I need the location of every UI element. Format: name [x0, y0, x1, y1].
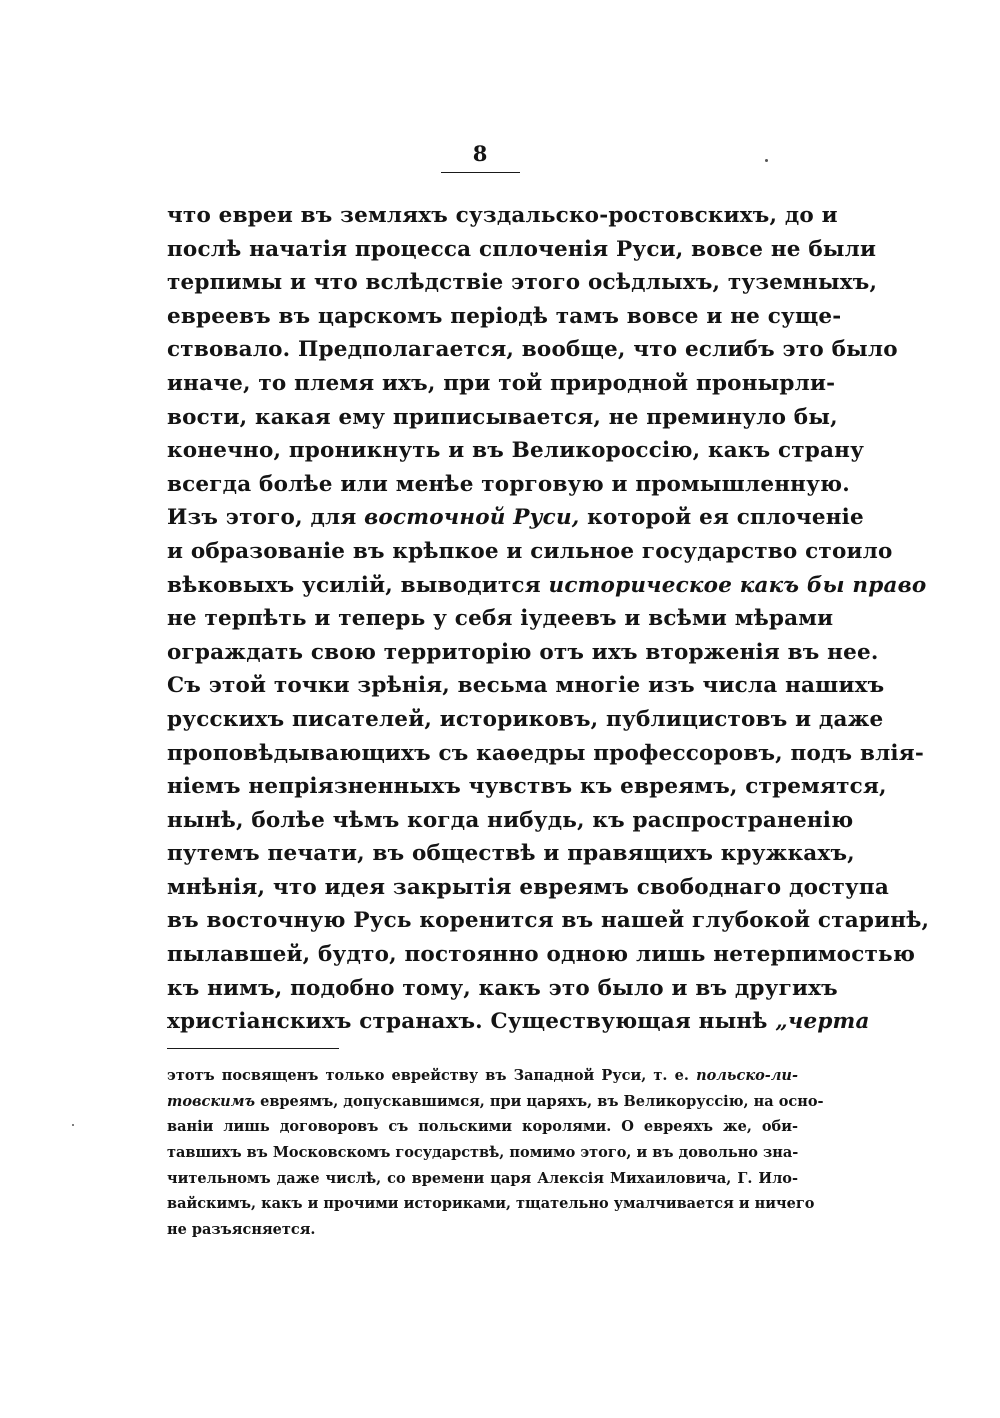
scan-speck	[765, 159, 768, 162]
text-span: терпимы и что вслѣдствіе этого осѣдлыхъ, туземныхъ,	[167, 270, 878, 296]
page-number: 8	[472, 141, 488, 166]
text-span: ваніи лишь договоровъ съ польскими королями. О евреяхъ же, оби-	[167, 1118, 798, 1136]
text-line	[167, 300, 842, 334]
footnote-line	[167, 1089, 824, 1115]
text-line	[167, 401, 838, 435]
text-span: нынѣ, болѣе чѣмъ когда нибудь, къ распространенію	[167, 807, 854, 833]
text-span: этотъ посвященъ только еврейству въ Западной Руси, т. е.	[167, 1067, 697, 1084]
text-span: евреямъ, допускавшимся, при царяхъ, въ Великоруссію, на осно-	[255, 1092, 824, 1110]
text-line	[167, 501, 864, 535]
text-span: ограждать свою территорію отъ ихъ вторженія въ нее.	[167, 639, 879, 665]
text-span: пылавшей, будто, постоянно одною лишь нетерпимостью	[167, 942, 916, 968]
text-line	[167, 636, 879, 670]
footnote	[167, 1063, 824, 1243]
text-span: которой ея сплоченіе	[579, 505, 864, 531]
footnote-line	[167, 1217, 798, 1243]
page-number-rule	[441, 172, 520, 173]
text-span: что евреи въ земляхъ суздальско-ростовскихъ, до и	[167, 203, 838, 228]
footnote-line	[167, 1114, 798, 1140]
text-span: иначе, то племя ихъ, при той природной пронырли-	[167, 370, 836, 396]
text-span: и образованіе въ крѣпкое и сильное государство стоило	[167, 538, 893, 564]
text-span: евреевъ въ царскомъ періодѣ тамъ вовсе и не суще-	[167, 303, 842, 329]
text-span: чительномъ даже числѣ, со времени царя Алексія Михаиловича, Г. Ило-	[167, 1169, 798, 1187]
text-span: вости, какая ему приписывается, не преминуло бы,	[167, 404, 838, 430]
footnote-line	[167, 1063, 798, 1089]
text-line	[167, 233, 877, 267]
text-span: въ восточную Русь коренится въ нашей глубокой старинѣ,	[167, 908, 930, 934]
italic-text: историческое какъ бы право	[548, 572, 927, 598]
text-line	[167, 602, 834, 636]
main-text	[167, 199, 930, 1039]
italic-text: польско-ли-	[696, 1067, 798, 1084]
text-line	[167, 737, 925, 771]
footnote-line	[167, 1166, 798, 1192]
text-span: христіанскихъ странахъ. Существующая нынѣ	[167, 1009, 776, 1035]
text-line	[167, 972, 838, 1006]
text-span: Съ этой точки зрѣнія, весьма многіе изъ числа нашихъ	[167, 673, 885, 699]
text-line	[167, 535, 893, 569]
text-line	[167, 266, 878, 300]
text-span: къ нимъ, подобно тому, какъ это было и въ другихъ	[167, 975, 838, 1001]
italic-text: товскимъ	[167, 1092, 256, 1110]
text-span: ствовало. Предполагается, вообще, что еслибъ это было	[167, 337, 898, 363]
text-line	[167, 770, 887, 804]
text-span: вѣковыхъ усилій, выводится	[167, 572, 549, 598]
text-line	[167, 199, 838, 233]
italic-text: „черта	[775, 1009, 870, 1035]
text-line	[167, 804, 854, 838]
text-span: не терпѣть и теперь у себя іудеевъ и всѣми мѣрами	[167, 606, 834, 632]
text-line	[167, 871, 889, 905]
text-span: всегда болѣе или менѣе торговую и промышленную.	[167, 471, 850, 497]
text-span: проповѣдывающихъ съ каѳедры профессоровъ, подъ влія-	[167, 740, 925, 766]
text-line	[167, 703, 884, 737]
text-line	[167, 367, 836, 401]
text-span: Изъ этого, для	[167, 505, 365, 531]
text-span: ніемъ непріязненныхъ чувствъ къ евреямъ, стремятся,	[167, 774, 887, 800]
text-line	[167, 1005, 870, 1039]
text-span: послѣ начатія процесса сплоченія Руси, вовсе не были	[167, 236, 877, 262]
text-line	[167, 904, 930, 938]
italic-text: восточной Руси,	[364, 505, 580, 531]
text-span: конечно, проникнуть и въ Великороссію, какъ страну	[167, 438, 865, 464]
text-line	[167, 468, 850, 502]
footnote-rule	[167, 1048, 339, 1049]
footnote-line	[167, 1140, 798, 1166]
text-span: мнѣнія, что идея закрытія евреямъ свободнаго доступа	[167, 874, 889, 900]
text-line	[167, 569, 927, 603]
text-line	[167, 333, 898, 367]
text-span: русскихъ писателей, историковъ, публицистовъ и даже	[167, 706, 884, 732]
scan-speck	[72, 1124, 74, 1126]
text-line	[167, 434, 865, 468]
text-span: путемъ печати, въ обществѣ и правящихъ кружкахъ,	[167, 841, 855, 867]
text-line	[167, 837, 855, 871]
text-line	[167, 938, 916, 972]
text-span: вайскимъ, какъ и прочими историками, тщательно умалчивается и ничего	[167, 1195, 815, 1213]
text-line	[167, 669, 885, 703]
text-span: не разъясняется.	[167, 1221, 316, 1239]
text-span: тавшихъ въ Московскомъ государствѣ, помимо этого, и въ довольно зна-	[167, 1144, 799, 1162]
footnote-line	[167, 1191, 815, 1217]
